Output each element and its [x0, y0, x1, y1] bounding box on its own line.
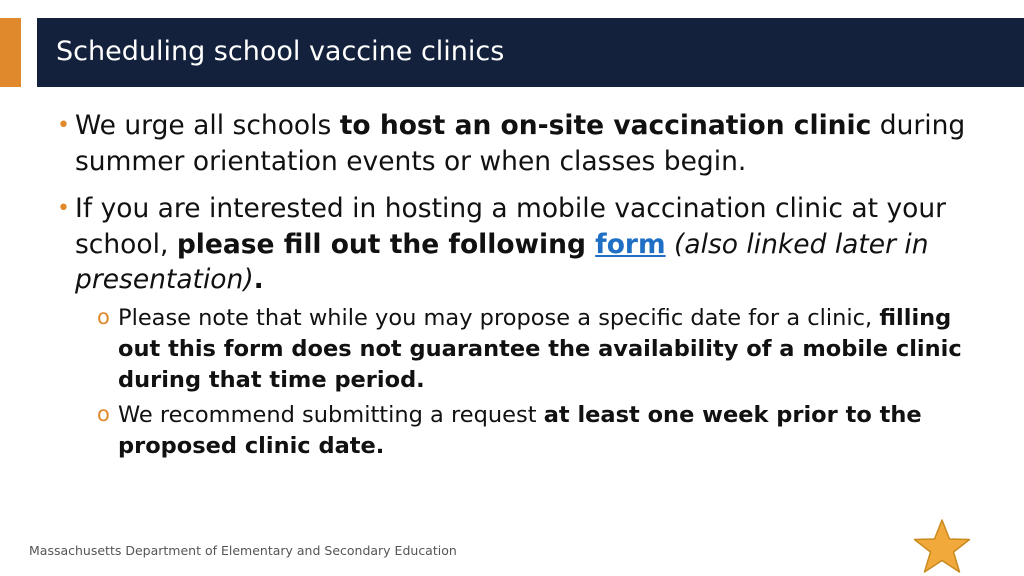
sub-bullet-text: Please note that while you may propose a specific date for a clinic,: [118, 305, 880, 331]
sub-bullet-marker: o: [97, 402, 110, 426]
bullet-italic-text: (also linked later in presentation): [75, 228, 929, 295]
bullet-text: during summer orientation events or when classes begin.: [75, 110, 966, 177]
bullet-item-urge: [57, 108, 995, 179]
sub-bullet-text: We recommend submitting a request: [118, 402, 544, 428]
sub-bullet-note: [97, 303, 998, 396]
form-link[interactable]: form: [595, 228, 666, 260]
bullet-bold-text: to host an on-site vaccination clinic: [339, 110, 872, 141]
bullet-marker: •: [57, 196, 70, 221]
footer-text: Massachusetts Department of Elementary and Secondary Education: [29, 543, 457, 558]
sub-bullet-recommend: [97, 400, 998, 462]
bullet-item-interested: [57, 191, 995, 298]
bullet-text: We urge all schools: [75, 110, 340, 141]
title-bar: [37, 18, 1024, 87]
star-icon: [911, 518, 973, 576]
bullet-text: If you are interested in hosting a mobile vaccination clinic at your school,: [75, 193, 947, 260]
sub-bullet-marker: o: [97, 305, 110, 329]
bullet-bold-text: please fill out the following: [176, 228, 596, 260]
bullet-period: .: [253, 264, 264, 295]
slide-title: Scheduling school vaccine clinics: [56, 36, 505, 67]
sub-bullet-bold-text: at least one week prior to the proposed clinic date.: [118, 402, 922, 459]
sub-bullet-bold-text: filling out this form does not guarantee the availability of a mobile clinic during that time period.: [118, 305, 962, 393]
accent-bar: [0, 18, 21, 87]
bullet-marker: •: [57, 113, 70, 138]
